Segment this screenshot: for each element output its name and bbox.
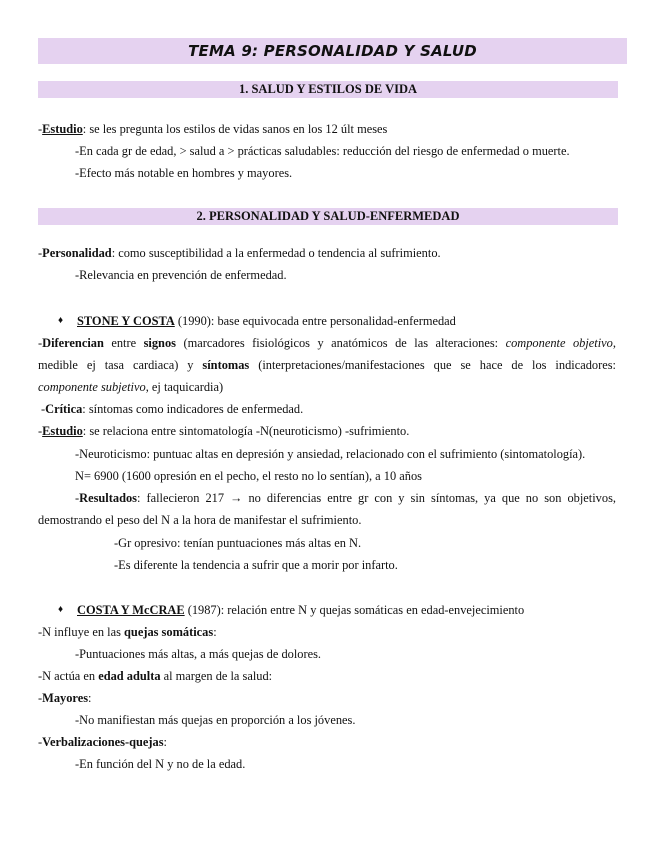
estudio-text: : se les pregunta los estilos de vidas sanos en los 12 últ meses: [82, 122, 388, 136]
neuroticismo-line: -Neuroticismo: puntuac altas en depresión y ansiedad, relacionado con el sufrimiento (sintomatología).: [75, 447, 586, 461]
n-influye-line: [38, 624, 217, 640]
componente-objetivo: componente objetivo: [505, 336, 613, 350]
costa-mccrae-heading: [77, 602, 524, 618]
sintomas-term: síntomas: [202, 358, 250, 372]
n-actua-text-a: -N actúa en: [38, 669, 99, 683]
edad-adulta-term: edad adulta: [98, 669, 161, 683]
n-influye-text: -N influye en las: [38, 625, 125, 639]
personalidad-line: -Personalidad: como susceptibilidad a la enfermedad o tendencia al sufrimiento.: [38, 246, 441, 260]
verbalizaciones-line: -Verbalizaciones-quejas:: [38, 735, 167, 749]
gr-opresivo-line: -Gr opresivo: tenían puntuaciones más altas en N.: [114, 536, 362, 550]
resultados-line: -Resultados: fallecieron 217 → no diferencias entre gr con y sin síntomas, ya que no son objetivos,: [75, 491, 616, 505]
verbalizaciones-label: Verbalizaciones-quejas: [42, 735, 164, 749]
diferencian-line-3: [38, 379, 223, 395]
section-heading-1: 1. SALUD Y ESTILOS DE VIDA: [38, 81, 618, 98]
diamond-bullet-icon: ♦: [58, 315, 64, 326]
stone-costa-heading: [77, 313, 456, 329]
funcion-line: -En función del N y no de la edad.: [75, 757, 246, 771]
page-title: TEMA 9: PERSONALIDAD Y SALUD: [38, 38, 627, 64]
estudio-sub-2: -Efecto más notable en hombres y mayores.: [75, 166, 293, 180]
mayores-line: -Mayores:: [38, 691, 92, 705]
diferencian-text-a: entre: [103, 336, 144, 350]
diamond-bullet-icon: ♦: [58, 604, 64, 615]
section-heading-2: 2. PERSONALIDAD Y SALUD-ENFERMEDAD: [38, 208, 618, 225]
diferente-line: -Es diferente la tendencia a sufrir que a morir por infarto.: [114, 558, 398, 572]
line2-text-a: medible ej tasa cardiaca) y: [38, 358, 203, 372]
estudio-label: Estudio: [42, 122, 83, 136]
n-actua-text-b: al margen de la salud:: [160, 669, 273, 683]
stone-costa-year: (1990): base equivocada entre personalidad-enfermedad: [174, 314, 456, 328]
colon: :: [213, 625, 217, 639]
no-manifiestan-line: -No manifiestan más quejas en proporción a los jóvenes.: [75, 713, 356, 727]
resultados-text: : fallecieron 217 → no diferencias entre gr con y sin síntomas, ya que no son objetivos,: [136, 491, 616, 505]
estudio-sub-1: -En cada gr de edad, > salud a > prácticas saludables: reducción del riesgo de enfermedad o muerte.: [75, 144, 570, 158]
mayores-label: Mayores: [42, 691, 89, 705]
resultados-continuation: demostrando el peso del N a la hora de manifestar el sufrimiento.: [38, 513, 362, 527]
colon: :: [88, 691, 92, 705]
estudio2-line: -Estudio: se relaciona entre sintomatología -N(neuroticismo) -sufrimiento.: [38, 424, 410, 438]
resultados-label: Resultados: [79, 491, 137, 505]
puntuaciones-line: -Puntuaciones más altas, a más quejas de dolores.: [75, 647, 322, 661]
personalidad-text: : como susceptibilidad a la enfermedad o tendencia al sufrimiento.: [111, 246, 441, 260]
n-actua-line: [38, 668, 272, 684]
comma: ,: [612, 336, 616, 350]
line3-text: , ej taquicardia): [145, 380, 224, 394]
estudio2-text: : se relaciona entre sintomatología -N(neuroticismo) -sufrimiento.: [82, 424, 410, 438]
costa-mccrae-year: (1987): relación entre N y quejas somáticas en edad-envejecimiento: [184, 603, 525, 617]
costa-mccrae-authors: COSTA Y McCRAE: [77, 603, 185, 617]
colon: :: [163, 735, 167, 749]
diferencian-line-2: [38, 357, 616, 373]
estudio-line: -Estudio: se les pregunta los estilos de vidas sanos en los 12 últ meses: [38, 122, 388, 136]
quejas-term: quejas somáticas: [124, 625, 214, 639]
relevancia-line: -Relevancia en prevención de enfermedad.: [75, 268, 287, 282]
personalidad-label: Personalidad: [42, 246, 112, 260]
estudio2-label: Estudio: [42, 424, 83, 438]
line2-text-b: (interpretaciones/manifestaciones que se hace de los indicadores:: [249, 358, 616, 372]
componente-subjetivo: componente subjetivo: [38, 380, 146, 394]
signos-term: signos: [143, 336, 176, 350]
diferencian-text-b: (marcadores fisiológicos y anatómicos de las alteraciones:: [175, 336, 506, 350]
critica-line: -Crítica: síntomas como indicadores de enfermedad.: [41, 402, 304, 416]
diferencian-line-1: -Diferencian entre signos (marcadores fisiológicos y anatómicos de las alteraciones: componente objetivo,: [38, 336, 616, 350]
diferencian-label: Diferencian: [42, 336, 104, 350]
stone-costa-authors: STONE Y COSTA: [77, 314, 175, 328]
sample-size-line: N= 6900 (1600 opresión en el pecho, el resto no lo sentían), a 10 años: [75, 469, 422, 483]
critica-text: : síntomas como indicadores de enfermedad.: [82, 402, 304, 416]
critica-label: Crítica: [45, 402, 83, 416]
